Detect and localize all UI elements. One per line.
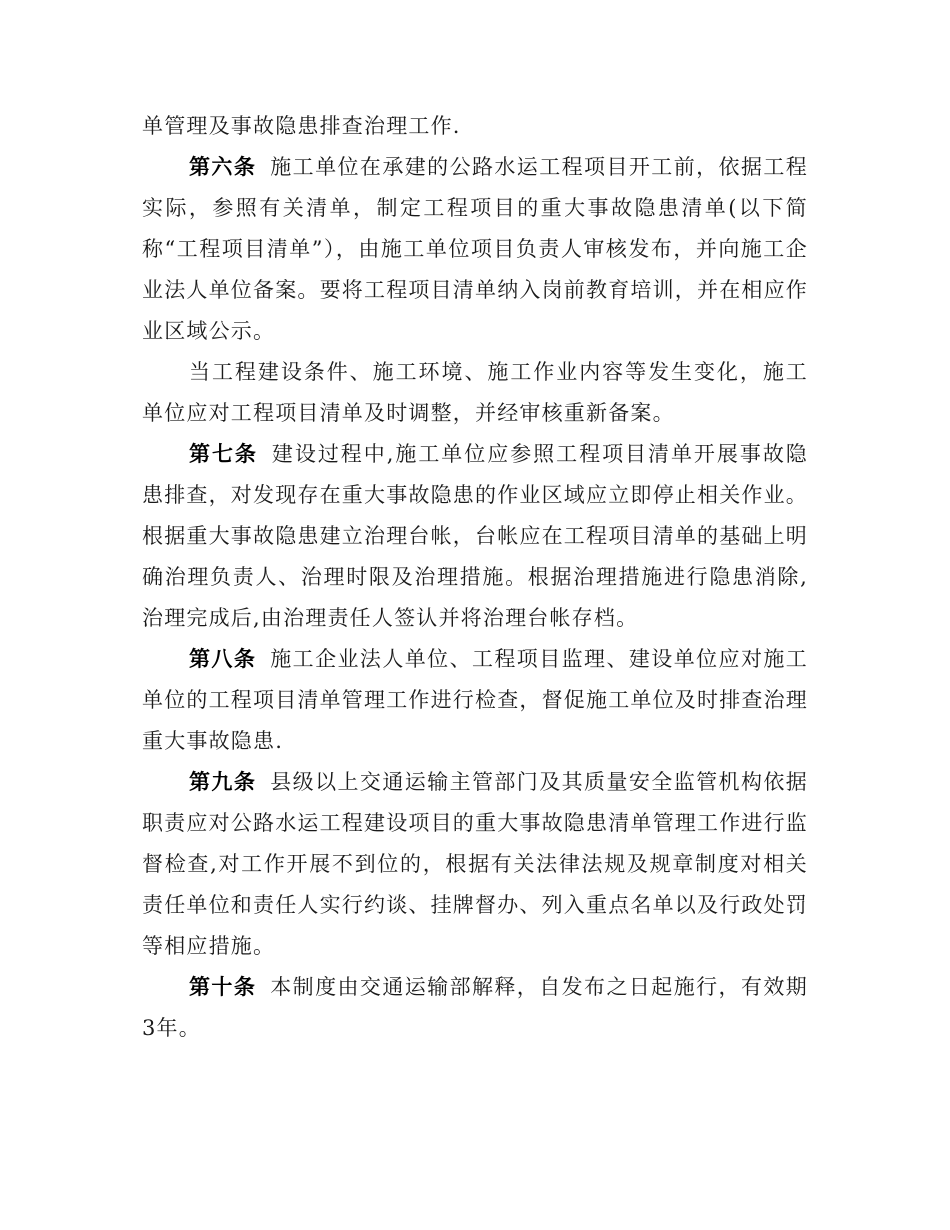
article-heading: 第六条 bbox=[189, 155, 257, 179]
article-heading: 第八条 bbox=[189, 647, 257, 671]
article-6-paragraph-2 bbox=[142, 352, 808, 434]
paragraph-text: 当工程建设条件、施工环境、施工作业内容等发生变化，施工单位应对工程项目清单及时调整，并经审核重新备案。 bbox=[142, 360, 808, 425]
article-heading: 第十条 bbox=[189, 975, 257, 999]
article-heading: 第七条 bbox=[189, 442, 258, 466]
paragraph-text: 本制度由交通运输部解释，自发布之日起施行，有效期3年。 bbox=[142, 975, 808, 1040]
paragraph-text: 施工企业法人单位、工程项目监理、建设单位应对施工单位的工程项目清单管理工作进行检查，督促施工单位及时排查治理重大事故隐患. bbox=[142, 647, 808, 753]
paragraph-text: 单管理及事故隐患排查治理工作. bbox=[142, 114, 461, 138]
paragraph-text: 县级以上交通运输主管部门及其质量安全监管机构依据职责应对公路水运工程建设项目的重大事故隐患清单管理工作进行监督检查,对工作开展不到位的，根据有关法律法规及规章制度对相关责任单位和责任人实行约谈、挂牌督办、列入重点名单以及行政处罚等相应措施。 bbox=[142, 770, 808, 958]
article-8 bbox=[142, 639, 808, 762]
paragraph-continuation bbox=[142, 106, 808, 147]
article-9 bbox=[142, 762, 808, 967]
article-6 bbox=[142, 147, 808, 352]
article-7 bbox=[142, 434, 808, 639]
document-page bbox=[142, 106, 808, 1049]
paragraph-text: 施工单位在承建的公路水运工程项目开工前，依据工程实际，参照有关清单，制定工程项目的重大事故隐患清单(以下简称“工程项目清单”），由施工单位项目负责人审核发布，并向施工企业法人单位备案。要将工程项目清单纳入岗前教育培训，并在相应作业区域公示。 bbox=[142, 155, 808, 343]
paragraph-text: 建设过程中,施工单位应参照工程项目清单开展事故隐患排查，对发现存在重大事故隐患的作业区域应立即停止相关作业。根据重大事故隐患建立治理台帐，台帐应在工程项目清单的基础上明确治理负责人、治理时限及治理措施。根据治理措施进行隐患消除,治理完成后,由治理责任人签认并将治理台帐存档。 bbox=[142, 442, 808, 630]
article-10 bbox=[142, 967, 808, 1049]
article-heading: 第九条 bbox=[189, 770, 257, 794]
